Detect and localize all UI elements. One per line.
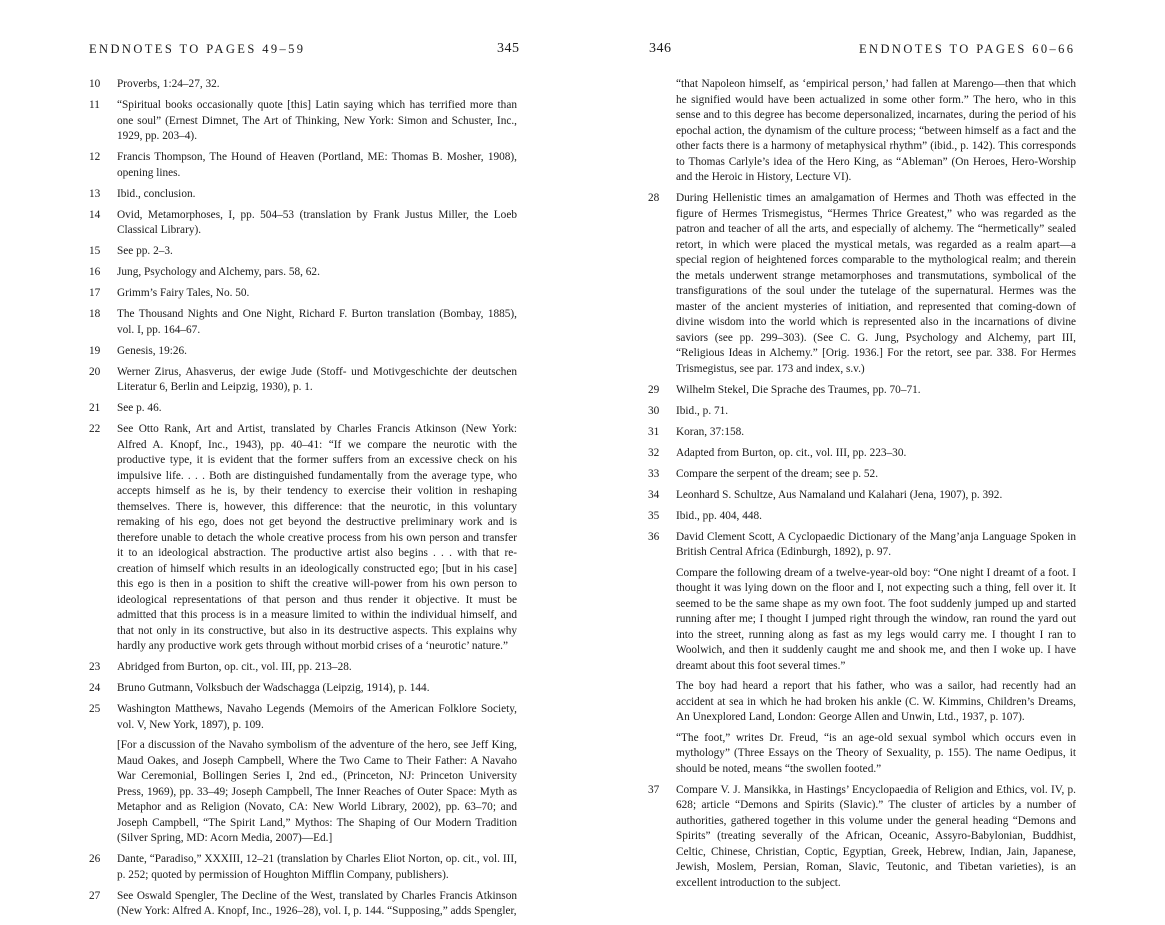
endnote-text <box>117 660 517 676</box>
endnote <box>648 191 1076 377</box>
endnote-number: 33 <box>648 467 660 480</box>
endnote-number: 24 <box>89 682 101 694</box>
endnote <box>648 488 1076 504</box>
endnote <box>89 660 517 676</box>
endnote <box>89 98 517 145</box>
endnote-text <box>676 467 1076 483</box>
endnote-text <box>117 422 517 655</box>
endnote-number: 25 <box>89 703 101 715</box>
endnote-number: 16 <box>89 266 101 278</box>
endnote-text <box>676 191 1076 377</box>
endnote-paragraph: “Spiritual books occasionally quote [this] Latin saying which has terrified more than one soul” (Ernest Dimnet, The Art of Thinking, New York: Simon and Schuster, Inc., 1929, pp. 203–4). <box>117 99 517 142</box>
endnote-paragraph: David Clement Scott, A Cyclopaedic Dictionary of the Mang’anja Language Spoken in British Central Africa (Edinburgh, 1892), p. 97. <box>676 530 1076 558</box>
endnote <box>89 422 517 655</box>
endnote-paragraph: Compare V. J. Mansikka, in Hastings’ Encyclopaedia of Religion and Ethics, vol. IV, p. 628; article “Demons and Spirits (Slavic).” The cluster of articles by a number of authorities, gathered together in this volume under the general heading “Demons and Spirits” (treating severally of the African, Oceanic, Assyro-Babylonian, Buddhist, Celtic, Chinese, Christian, Coptic, Egyptian, Greek, Hebrew, Indian, Jain, Japanese, Jewish, Moslem, Persian, Roman, Slavic, Teutonic, and Tibetan varieties), is an excellent introduction to the subject. <box>676 783 1076 889</box>
endnote-text <box>117 681 517 697</box>
endnote-text <box>117 244 517 260</box>
endnote <box>89 244 517 260</box>
endnotes-list-left <box>89 77 517 925</box>
endnote-number: 13 <box>89 187 101 200</box>
endnote-text <box>676 404 1076 420</box>
endnote-number: 28 <box>648 192 660 204</box>
page-number: 345 <box>497 41 520 56</box>
endnote-text <box>117 889 517 920</box>
endnote-number: 27 <box>89 889 101 902</box>
endnote-text <box>117 98 517 145</box>
note-continuation: “that Napoleon himself, as ‘empirical person,’ had fallen at Marengo—then that which he signified would have been actualized in some other form.” The hero, who in this sense and to this degree has become depersonalized, incarnates, during the period of his epochal action, the dynamism of the culture process; “between himself as a fact and the other facts there is a harmony of metaphysical rhythm” (ibid., p. 142). This corresponds to Thomas Carlyle’s idea of the Hero King, as “Ableman” (On Heroes, Hero-Worship and the Heroic in History, Lecture VI). <box>676 78 1076 183</box>
endnote <box>89 150 517 181</box>
endnote-number: 37 <box>648 783 660 796</box>
endnote <box>648 783 1076 892</box>
endnote <box>648 467 1076 483</box>
endnote-number: 10 <box>89 78 101 90</box>
endnote <box>89 401 517 417</box>
endnote-text <box>676 783 1076 892</box>
endnote <box>89 187 517 203</box>
endnote-paragraph: Wilhelm Stekel, Die Sprache des Traumes, pp. 70–71. <box>676 383 921 396</box>
endnote <box>648 446 1076 462</box>
endnote-paragraph: See Otto Rank, Art and Artist, translated by Charles Francis Atkinson (New York: Alfred A. Knopf, Inc., 1943), pp. 40–41: “If we compare the neurotic with the productive type, it is evident that the former suffers from an excessive check on his impulsive life. . . . Both are distinguished fundamentally from the average type, who accepts himself as he is, by their tendency to exercise their volition in reshaping themselves. There is, however, this difference: that the neurotic, in this voluntary remaking of his ego, does not get beyond the destructive preliminary work and is therefore unable to detach the whole creative process from his own person and transfer it to an ideological abstraction. The productive artist also begins . . . with that re-creation of himself which results in an ideologically constructed ego; [but in his case] this ego is then in a position to shift the creative will-power from his own person to ideological representations of that person and thus render it objective. It must be admitted that this process is in a measure limited to within the individual himself, and that not only in its constructive, but also in its destructive aspects. This explains why hardly any productive work gets through without morbid crises of a ‘neurotic’ nature.” <box>117 423 517 652</box>
endnote-number: 22 <box>89 423 101 435</box>
endnote <box>89 852 517 883</box>
endnote-paragraph: Compare the serpent of the dream; see p. 52. <box>676 467 879 480</box>
running-header: ENDNOTES TO PAGES 49–59 <box>89 42 306 56</box>
endnote-paragraph: Dante, “Paradiso,” XXXIII, 12–21 (translation by Charles Eliot Norton, op. cit., vol. III, p. 252; quoted by permission of Houghton Mifflin Company, publishers). <box>117 853 517 881</box>
endnote-text <box>676 509 1076 525</box>
endnote <box>89 208 517 239</box>
endnote-paragraph: “The foot,” writes Dr. Freud, “is an age-old sexual symbol which occurs even in mythology” (Three Essays on the Theory of Sexuality, p. 155). The name Oedipus, it should be noted, means “the swollen footed.” <box>676 731 1076 775</box>
endnote-paragraph: Compare the following dream of a twelve-year-old boy: “One night I dreamt of a foot. I thought it was lying down on the floor and I, not expecting such a thing, fell over it. It seemed to be the same shape as my own foot. The foot suddenly jumped up and started running after me; I thought I jumped right through the window, ran round the yard out into the street, running along as fast as my legs would carry me. I thought I ran to Woolwich, and then it suddenly caught me and shook me, and then I woke up. I have dreamt about this foot several times.” <box>676 566 1076 672</box>
endnote-number: 35 <box>648 509 660 522</box>
endnote-paragraph: [For a discussion of the Navaho symbolism of the adventure of the hero, see Jeff King, Maud Oakes, and Joseph Campbell, Where the Two Came to Their Father: A Navaho War Ceremonial, Bollingen Series I, 2nd ed., (Princeton, NJ: Princeton University Press, 1969), pp. 33–49; Joseph Campbell, The Inner Reaches of Outer Space: Myth as Metaphor and as Religion (Novato, CA: New World Library, 2002), pp. 63–70; and Joseph Campbell, “The Spirit Land,” Mythos: The Shaping of Our Modern Tradition (Silver Spring, MD: Acorn Media, 2007)—Ed.] <box>117 739 517 844</box>
endnote <box>89 265 517 281</box>
endnote-text <box>117 702 517 847</box>
running-header: ENDNOTES TO PAGES 60–66 <box>859 42 1076 56</box>
endnote-number: 17 <box>89 287 101 299</box>
endnote <box>648 404 1076 420</box>
endnote <box>89 889 517 920</box>
endnote <box>648 509 1076 525</box>
endnote-paragraph: Abridged from Burton, op. cit., vol. III, pp. 213–28. <box>117 661 352 673</box>
endnote-text <box>117 150 517 181</box>
endnote-number: 26 <box>89 853 101 865</box>
endnote-paragraph: Proverbs, 1:24–27, 32. <box>117 78 220 90</box>
endnote <box>648 530 1076 778</box>
endnote-paragraph: The boy had heard a report that his father, who was a sailor, had recently had an accident at sea in which he had broken his ankle (C. W. Kimmins, Children’s Dreams, An Unexplored Land, London: George Allen and Unwin, Ltd., 1937, p. 107). <box>676 680 1076 723</box>
endnote-number: 34 <box>648 488 660 501</box>
endnote-text <box>676 446 1076 462</box>
endnote-text <box>117 365 517 396</box>
endnote-paragraph: The Thousand Nights and One Night, Richard F. Burton translation (Bombay, 1885), vol. I, pp. 164–67. <box>117 308 517 336</box>
endnote-number: 20 <box>89 365 101 378</box>
endnote-paragraph: Ovid, Metamorphoses, I, pp. 504–53 (translation by Frank Justus Miller, the Loeb Classical Library). <box>117 208 517 236</box>
endnote-paragraph: During Hellenistic times an amalgamation of Hermes and Thoth was effected in the figure of Hermes Trismegistus, “Hermes Thrice Greatest,” who was regarded as the patron and teacher of all the arts, and especially of alchemy. The “hermetically” sealed retort, in which were placed the mystical metals, was regarded as a realm apart—a special region of heightened forces comparable to the mythological realm; and therein the metals underwent strange metamorphoses and transmutations, symbolical of the transfigurations of the soul under the tutelage of the supernatural. Hermes was the master of the ancient mysteries of initiation, and represented that coming-down of divine wisdom into the world which is represented also in the incarnations of divine saviors (see pp. 299–303). (See C. G. Jung, Psychology and Alchemy, part III, “Religious Ideas in Alchemy.” [Orig. 1936.] For the retort, see par. 338. For Hermes Trismegistus, see par. 173 and index, s.v.) <box>676 192 1076 375</box>
endnote-text <box>676 425 1076 441</box>
endnote-text <box>676 488 1076 504</box>
endnote-text <box>117 852 517 883</box>
endnote <box>89 77 517 93</box>
endnote-number: 31 <box>648 425 660 438</box>
endnote-paragraph: See p. 46. <box>117 402 162 414</box>
endnote-number: 36 <box>648 530 660 543</box>
endnote <box>89 344 517 360</box>
endnote-text <box>676 530 1076 778</box>
endnote-paragraph: Ibid., conclusion. <box>117 187 196 200</box>
endnote-number: 11 <box>89 99 100 111</box>
endnote-text <box>117 286 517 302</box>
endnote <box>648 425 1076 441</box>
endnote-paragraph: Adapted from Burton, op. cit., vol. III, pp. 223–30. <box>676 446 907 459</box>
endnote-number: 19 <box>89 344 101 357</box>
endnote-paragraph: Jung, Psychology and Alchemy, pars. 58, 62. <box>117 266 320 278</box>
endnote-paragraph: Koran, 37:158. <box>676 425 745 438</box>
endnote-number: 32 <box>648 446 660 459</box>
endnote <box>89 307 517 338</box>
endnote-text <box>117 208 517 239</box>
endnote-paragraph: Grimm’s Fairy Tales, No. 50. <box>117 287 250 299</box>
endnotes-list-right <box>648 77 1076 897</box>
endnote-paragraph: Werner Zirus, Ahasverus, der ewige Jude (Stoff- und Motivgeschichte der deutschen Literatur 6, Berlin and Leipzig, 1930), p. 1. <box>117 365 517 393</box>
endnote-number: 21 <box>89 402 101 414</box>
endnote-number: 15 <box>89 245 101 257</box>
endnote-paragraph: Ibid., pp. 404, 448. <box>676 509 762 522</box>
endnote-paragraph: Leonhard S. Schultze, Aus Namaland und Kalahari (Jena, 1907), p. 392. <box>676 488 1003 501</box>
endnote-text <box>676 383 1076 399</box>
endnote-text <box>117 401 517 417</box>
page-number: 346 <box>649 41 672 56</box>
endnote <box>89 681 517 697</box>
endnote-text <box>117 307 517 338</box>
endnote-number: 29 <box>648 383 660 396</box>
endnote <box>89 702 517 847</box>
endnote <box>89 286 517 302</box>
endnote <box>89 365 517 396</box>
endnote-paragraph: See Oswald Spengler, The Decline of the West, translated by Charles Francis Atkinson (New York: Alfred A. Knopf, Inc., 1926–28), vol. I, p. 144. “Supposing,” adds Spengler, <box>117 889 517 917</box>
endnote-paragraph: Ibid., p. 71. <box>676 404 729 417</box>
endnote-text <box>117 344 517 360</box>
endnote-paragraph: Genesis, 19:26. <box>117 344 187 357</box>
endnote-number: 14 <box>89 208 101 221</box>
endnote <box>648 383 1076 399</box>
endnote-text <box>117 77 517 93</box>
endnote-number: 23 <box>89 661 101 673</box>
endnote-number: 18 <box>89 308 101 320</box>
endnote-paragraph: Washington Matthews, Navaho Legends (Memoirs of the American Folklore Society, vol. V, New York, 1897), p. 109. <box>117 703 517 731</box>
endnote-paragraph: See pp. 2–3. <box>117 245 173 257</box>
endnote-number: 12 <box>89 151 101 163</box>
endnote-text <box>117 187 517 203</box>
endnote-paragraph: Bruno Gutmann, Volksbuch der Wadschagga (Leipzig, 1914), p. 144. <box>117 682 430 694</box>
endnote-text <box>117 265 517 281</box>
endnote-paragraph: Francis Thompson, The Hound of Heaven (Portland, ME: Thomas B. Mosher, 1908), opening lines. <box>117 151 517 179</box>
endnote-number: 30 <box>648 404 660 417</box>
